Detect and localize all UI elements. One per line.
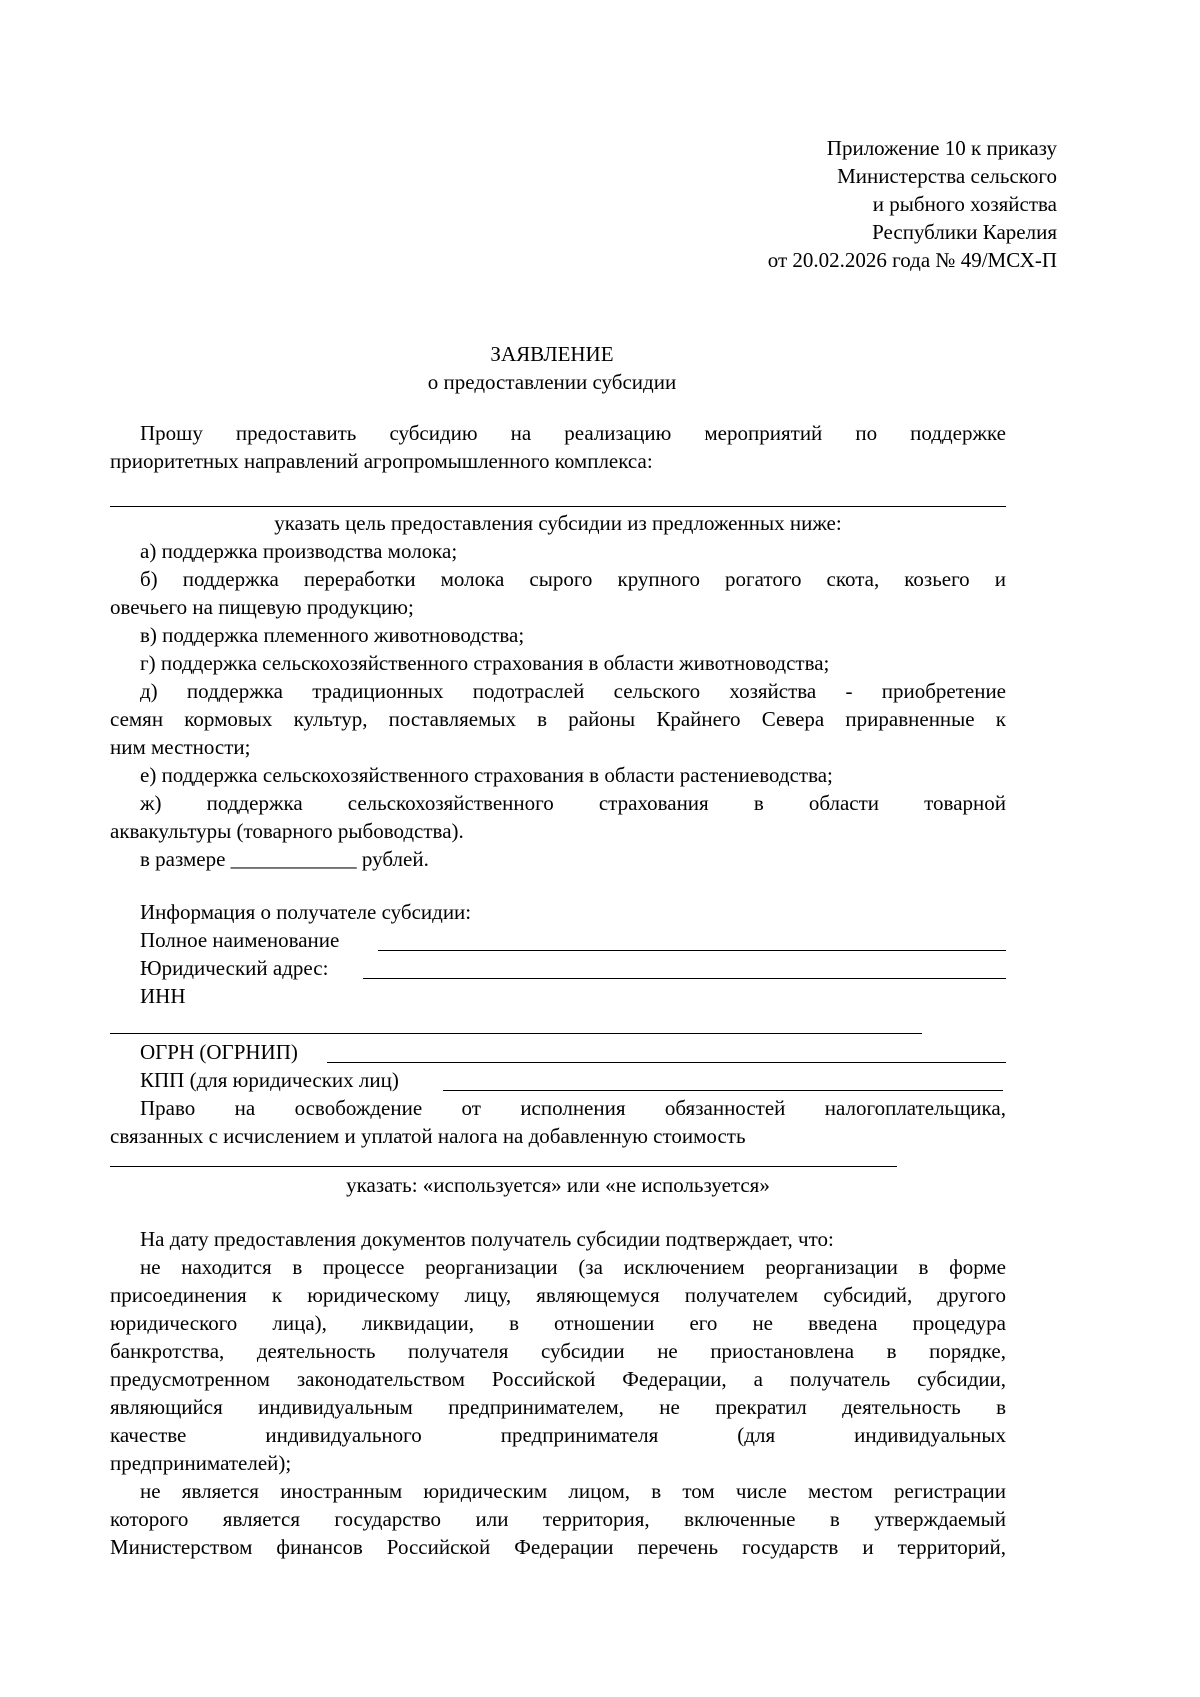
goal-blank-line (110, 506, 1006, 507)
goal-d-line-1: д) поддержка традиционных подотраслей сельского хозяйства - приобретение (140, 679, 1006, 703)
confirm-p1-line-6: являющийся индивидуальным предпринимателем, не прекратил деятельность в (110, 1395, 1006, 1419)
appendix-line-5: от 20.02.2026 года № 49/МСХ-П (767, 248, 1057, 272)
goal-hint: указать цель предоставления субсидии из предложенных ниже: (274, 511, 842, 535)
goal-v: в) поддержка племенного животноводства; (140, 623, 525, 647)
ogrn-field[interactable] (327, 1062, 1006, 1063)
confirm-p1-line-3: юридического лица), ликвидации, в отношении его не введена процедура (110, 1311, 1006, 1335)
goal-g: г) поддержка сельскохозяйственного страхования в области животноводства; (140, 651, 830, 675)
goal-zh-line-2: аквакультуры (товарного рыбоводства). (110, 819, 464, 843)
document-title: ЗАЯВЛЕНИЕ (490, 342, 614, 366)
confirm-p1-line-8: предпринимателей); (110, 1451, 292, 1475)
confirm-p2-line-3: Министерством финансов Российской Федерации перечень государств и территорий, (110, 1535, 1006, 1559)
goal-zh-line-1: ж) поддержка сельскохозяйственного страхования в области товарной (140, 791, 1006, 815)
vat-line-1: Право на освобождение от исполнения обязанностей налогоплательщика, (140, 1096, 1006, 1120)
amount-prefix: в размере (140, 847, 226, 871)
amount-suffix: рублей. (361, 847, 429, 871)
legal-address-label: Юридический адрес: (140, 956, 329, 980)
confirm-p1-line-7: качестве индивидуального предпринимателя (для индивидуальных (110, 1423, 1006, 1447)
vat-hint: указать: «используется» или «не используется» (346, 1173, 770, 1197)
confirm-p1-line-2: присоединения к юридическому лицу, являющемуся получателем субсидий, другого (110, 1283, 1006, 1307)
full-name-field[interactable] (378, 950, 1006, 951)
confirm-intro: На дату предоставления документов получатель субсидии подтверждает, что: (140, 1227, 834, 1251)
confirm-p1-line-1: не находится в процессе реорганизации (за исключением реорганизации в форме (140, 1255, 1006, 1279)
confirm-p1-line-5: предусмотренном законодательством Российской Федерации, а получатель субсидии, (110, 1367, 1006, 1391)
vat-field[interactable] (110, 1166, 897, 1167)
confirm-p1-line-4: банкротства, деятельность получателя субсидии не приостановлена в порядке, (110, 1339, 1006, 1363)
goal-d-line-2: семян кормовых культур, поставляемых в районы Крайнего Севера приравненные к (110, 707, 1006, 731)
amount-blank[interactable]: ____________ (230, 847, 357, 871)
goal-b-line-2: овечьего на пищевую продукцию; (110, 595, 414, 619)
appendix-line-4: Республики Карелия (872, 220, 1057, 244)
confirm-p2-line-1: не является иностранным юридическим лицом, в том числе местом регистрации (140, 1479, 1006, 1503)
appendix-line-1: Приложение 10 к приказу (826, 136, 1057, 160)
document-subtitle: о предоставлении субсидии (427, 370, 677, 394)
recipient-heading: Информация о получателе субсидии: (140, 900, 472, 924)
goal-b-line-1: б) поддержка переработки молока сырого крупного рогатого скота, козьего и (140, 567, 1006, 591)
ogrn-label: ОГРН (ОГРНИП) (140, 1040, 298, 1064)
amount-line (140, 845, 429, 873)
goal-e: е) поддержка сельскохозяйственного страхования в области растениеводства; (140, 763, 833, 787)
inn-field[interactable] (110, 1033, 922, 1034)
legal-address-field[interactable] (363, 978, 1006, 979)
request-line-2: приоритетных направлений агропромышленного комплекса: (110, 449, 653, 473)
inn-label: ИНН (140, 984, 186, 1008)
appendix-line-2: Министерства сельского (837, 164, 1057, 188)
kpp-field[interactable] (443, 1090, 1003, 1091)
kpp-label: КПП (для юридических лиц) (140, 1068, 399, 1092)
full-name-label: Полное наименование (140, 928, 340, 952)
request-line-1: Прошу предоставить субсидию на реализацию мероприятий по поддержке (140, 421, 1006, 445)
vat-line-2: связанных с исчислением и уплатой налога на добавленную стоимость (110, 1124, 746, 1148)
goal-d-line-3: ним местности; (110, 735, 251, 759)
goal-a: а) поддержка производства молока; (140, 539, 458, 563)
confirm-p2-line-2: которого является государство или территория, включенные в утверждаемый (110, 1507, 1006, 1531)
appendix-line-3: и рыбного хозяйства (872, 192, 1057, 216)
